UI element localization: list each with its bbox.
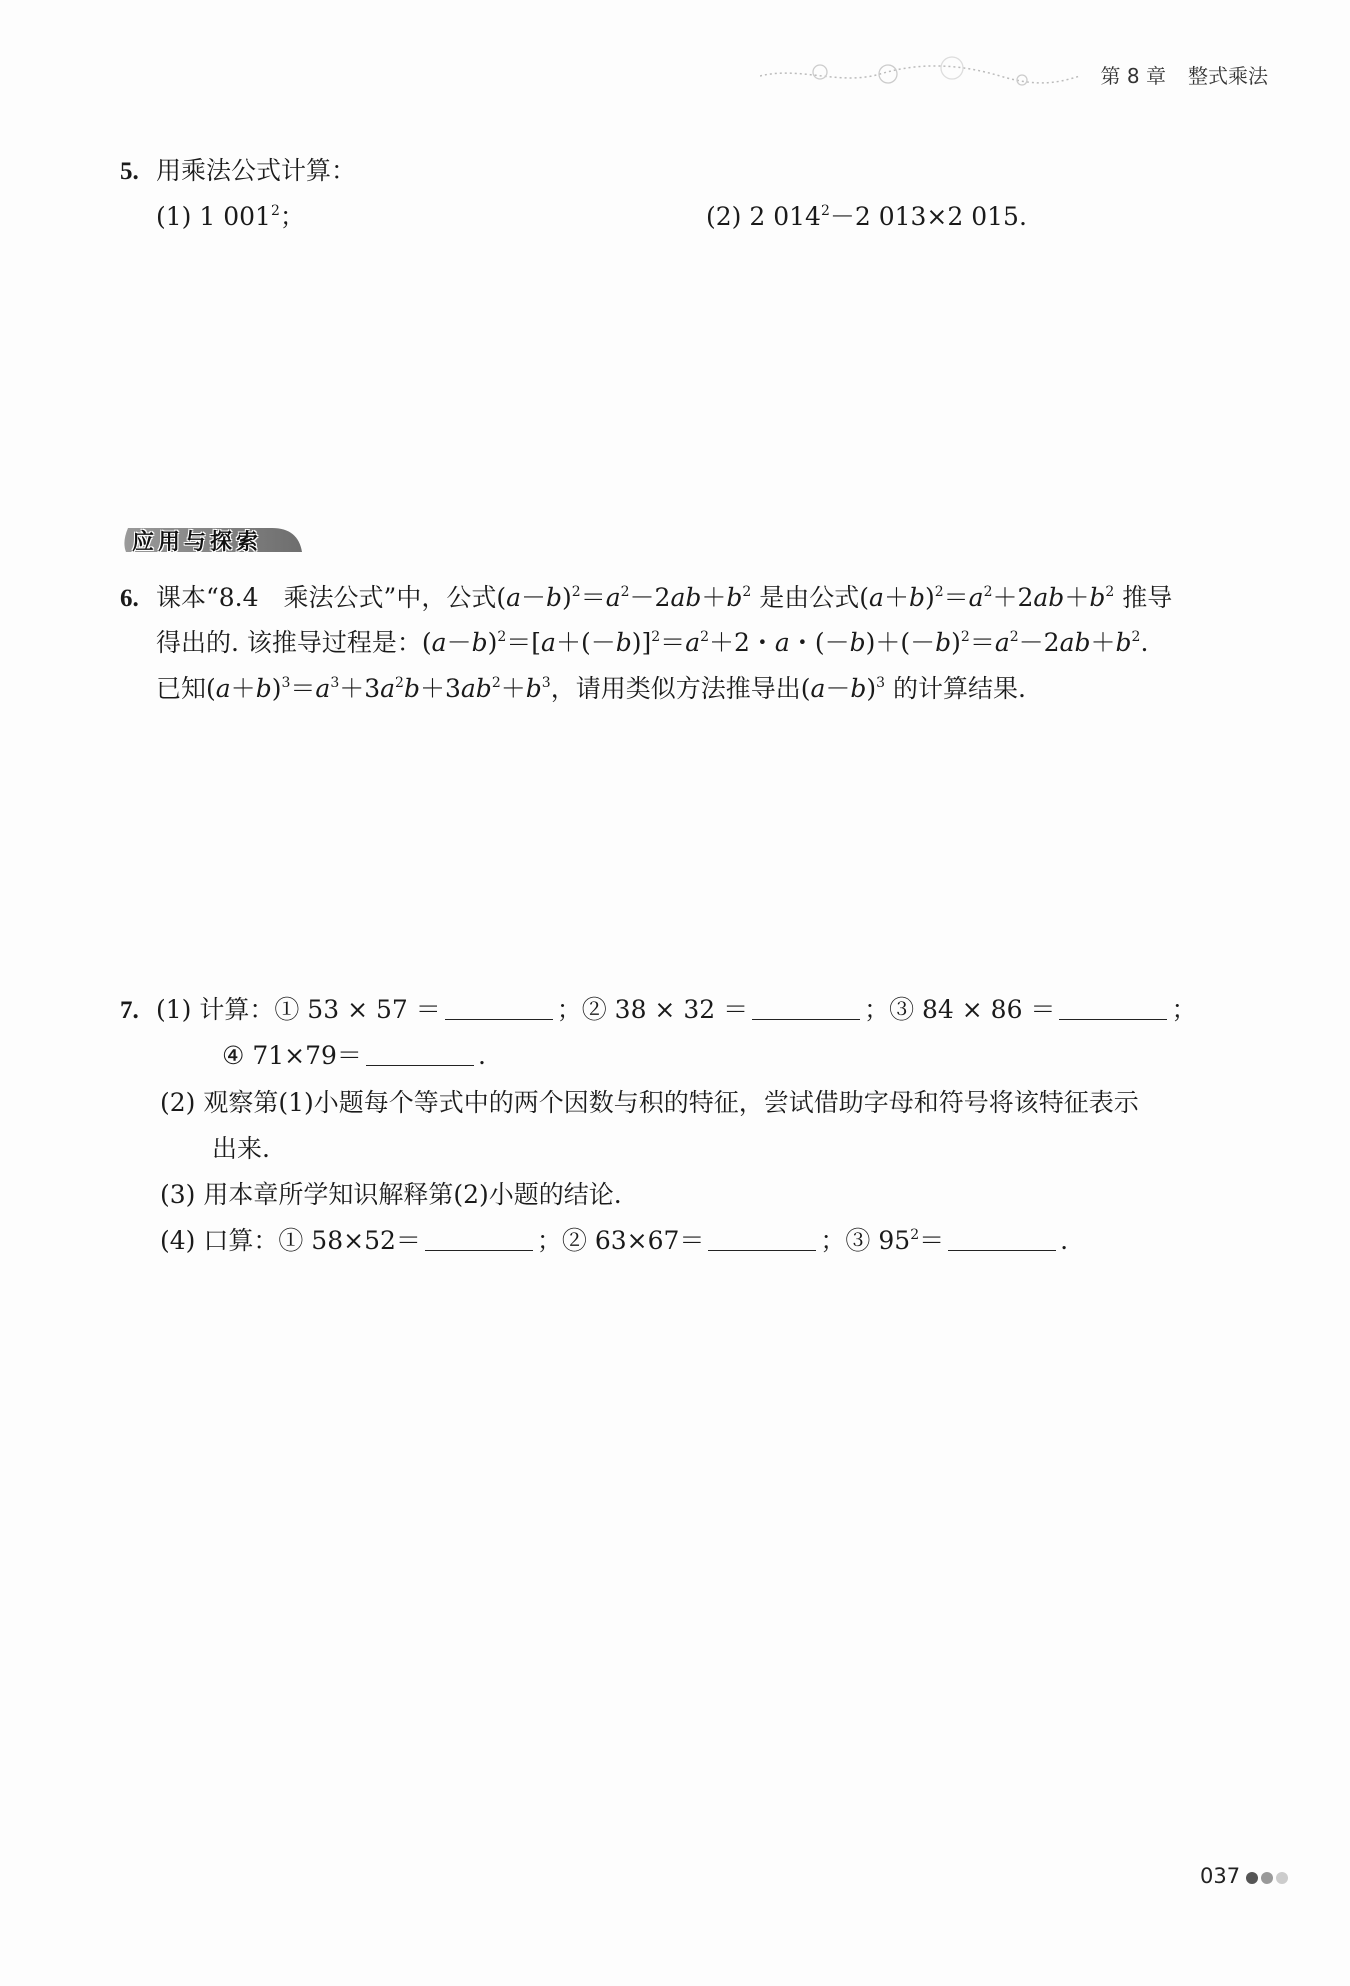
question-number: 7. <box>120 997 139 1024</box>
header-text <box>1101 60 1268 89</box>
chapter-title: 整式乘法 <box>1188 64 1268 88</box>
answer-blank[interactable] <box>1059 997 1167 1020</box>
question-7-part-2-line-1: (2) 观察第(1)小题每个等式中的两个因数与积的特征，尝试借助字母和符号将该特征表示 <box>160 1088 1139 1117</box>
dot-icon <box>1246 1872 1258 1884</box>
answer-blank[interactable] <box>366 1043 474 1066</box>
question-7-part-1-cont: ④ 71×79＝ . <box>222 1041 486 1070</box>
question-text: 用乘法公式计算： <box>156 156 357 185</box>
dot-icon <box>1276 1872 1288 1884</box>
question-6-line-3: 已知$(a+b)^3=a^3+3a^2b+3ab^2+b^3$，请用类似方法推导出$(a-b)^3$ 的计算结果. <box>156 674 1026 703</box>
question-7-part-2-line-2: 出来. <box>212 1134 270 1163</box>
question-5-stem <box>120 148 356 194</box>
question-5-part-1: (1) 1 $001^2$； <box>156 202 305 231</box>
dot-icon <box>1261 1872 1273 1884</box>
question-7-part-1: 7. (1) 计算：① 53 × 57 ＝ ；② 38 × 32 ＝ ；③ 84 × 86 ＝ ； <box>120 987 1196 1033</box>
question-number: 5. <box>120 158 139 185</box>
section-label: 应用与探索 <box>132 530 263 555</box>
page-number: 037 <box>1200 1864 1241 1888</box>
answer-blank[interactable] <box>445 997 553 1020</box>
question-5-part-2: (2) 2 $014^2-2$ 013×2 015. <box>706 202 1027 231</box>
question-6-line-2: 得出的. 该推导过程是：$(a-b)^2=[a+(-b)]^2=a^2+2$・a・$(-b)+(-b)^2=a^2-2ab+b^2$. <box>156 628 1149 657</box>
chapter-header <box>760 52 1300 96</box>
question-6-line-1: 6. 课本“8.4 乘法公式”中，公式$(a-b)^2=a^2-2ab+b^2$ 是由公式$(a+b)^2=a^2+2ab+b^2$ 推导 <box>120 575 1172 621</box>
answer-blank[interactable] <box>425 1228 533 1251</box>
question-number: 6. <box>120 585 139 612</box>
question-7-part-3: (3) 用本章所学知识解释第(2)小题的结论. <box>160 1180 622 1209</box>
answer-blank[interactable] <box>708 1228 816 1251</box>
answer-blank[interactable] <box>752 997 860 1020</box>
page-dots-decoration <box>1246 1869 1291 1888</box>
section-tag <box>122 522 306 558</box>
question-7-part-4: (4) 口算：① 58×52＝ ；② 63×67＝ ；③ $95^2=$ . <box>160 1226 1069 1255</box>
chapter-number: 第 8 章 <box>1100 64 1166 88</box>
answer-blank[interactable] <box>948 1228 1056 1251</box>
